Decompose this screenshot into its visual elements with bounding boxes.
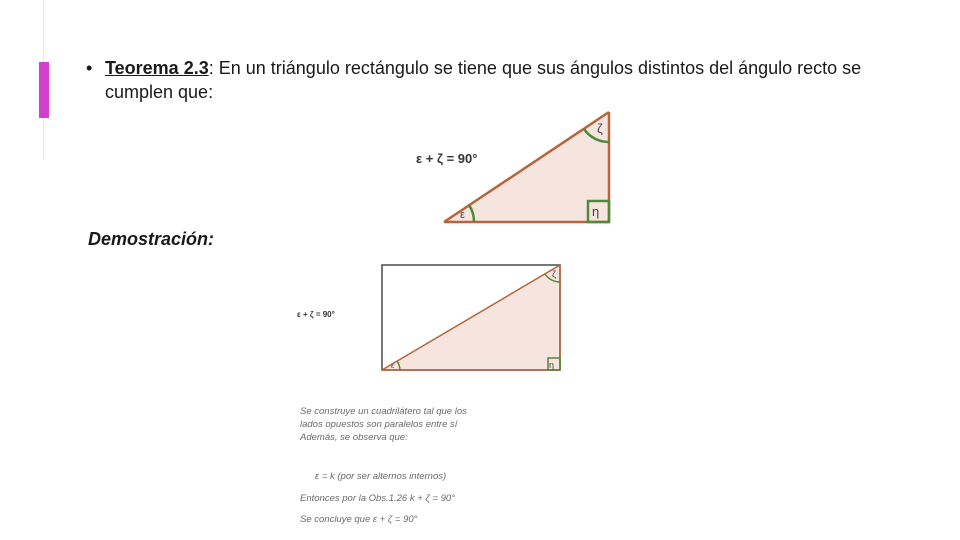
angle-label-epsilon-2: ε [391, 363, 395, 370]
angle-label-zeta-2: ζ [552, 269, 556, 279]
demonstration-heading: Demostración: [88, 229, 215, 249]
theorem-paragraph [105, 56, 906, 104]
angle-label-epsilon: ε [460, 209, 465, 221]
proof-note-line: lados opuestos son paralelos entre sí [300, 419, 458, 430]
accent-bar [39, 62, 49, 118]
proof-note-line: Se concluye que ε + ζ = 90° [300, 514, 418, 525]
proof-note-line: Además, se observa que: [300, 432, 408, 443]
theorem-text: En un triángulo rectángulo se tiene que sus ángulos distintos del ángulo recto se cumplen que: [105, 58, 862, 102]
proof-note-line: ε = k (por ser alternos internos) [315, 471, 447, 482]
proof-note-line: Entonces por la Obs.1.26 k + ζ = 90° [300, 493, 456, 504]
angle-label-eta: η [592, 204, 600, 219]
equation-label: ε + ζ = 90° [416, 151, 478, 166]
equation-label-2: ε + ζ = 90° [297, 310, 335, 319]
triangle-figure [410, 104, 620, 230]
theorem-colon: : [208, 58, 214, 78]
theorem-label: Teorema 2.3 [105, 58, 209, 78]
angle-label-zeta: ζ [597, 121, 603, 136]
angle-label-eta-2: η [549, 360, 555, 370]
rectangle-figure [290, 258, 570, 378]
theorem-statement [86, 56, 906, 104]
bullet-icon: • [86, 58, 93, 78]
proof-note-line: Se construye un cuadrilátero tal que los [300, 406, 467, 417]
